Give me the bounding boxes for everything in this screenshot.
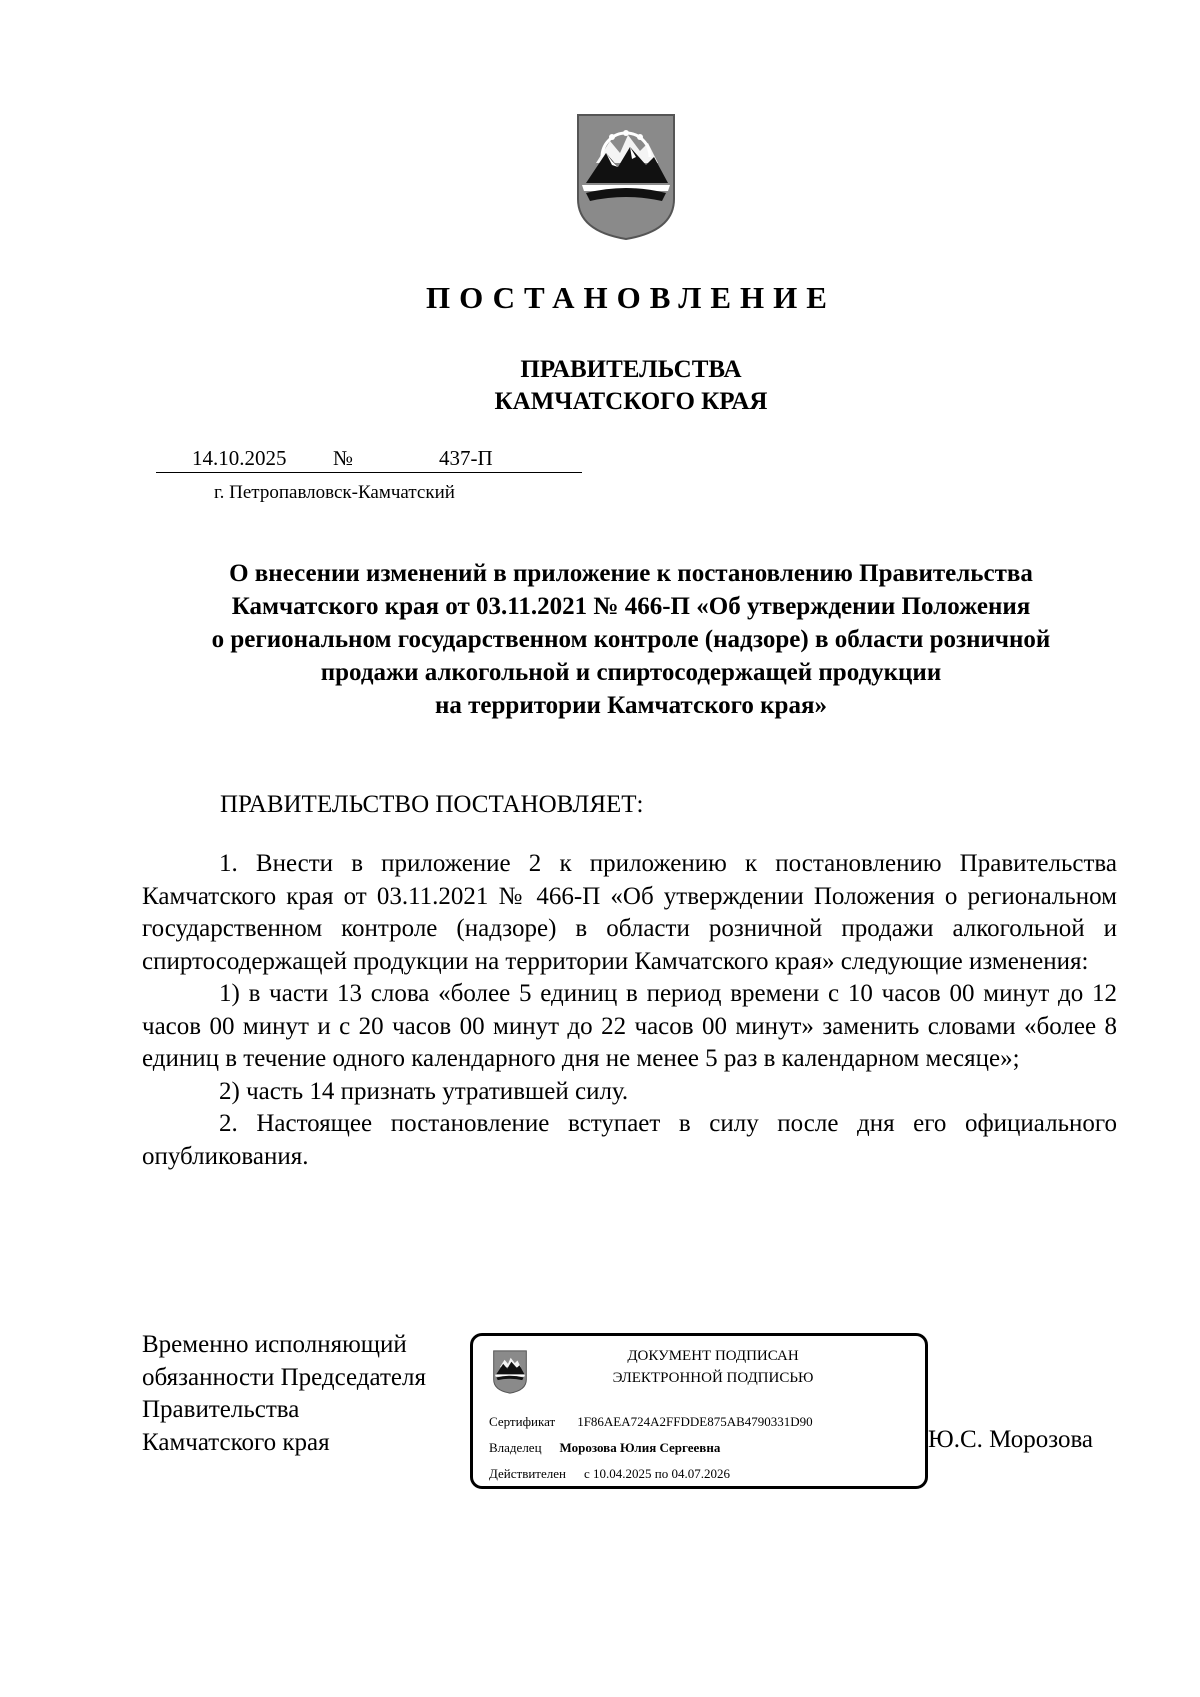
document-date: 14.10.2025 <box>192 446 287 470</box>
issuer-line-2: КАМЧАТСКОГО КРАЯ <box>494 388 768 415</box>
kamchatka-coat-of-arms-icon <box>493 1350 527 1394</box>
stamp-heading-2: ЭЛЕКТРОННОЙ ПОДПИСЬЮ <box>612 1370 814 1386</box>
title-line: Камчатского края от 03.11.2021 № 466-П «Об утверждении Положения <box>231 593 1031 620</box>
paragraph: 2) часть 14 признать утратившей силу. <box>219 1077 629 1105</box>
document-kind-heading: ПОСТАНОВЛЕНИЕ <box>426 280 836 315</box>
title-line: О внесении изменений в приложение к постановлению Правительства <box>229 560 1033 587</box>
signer-name: Ю.С. Морозова <box>928 1426 1094 1453</box>
position-line: Камчатского края <box>142 1428 330 1456</box>
validity-label: Действителен <box>489 1466 566 1481</box>
owner-row <box>489 1440 720 1456</box>
position-line: обязанности Председателя <box>142 1363 426 1391</box>
certificate-row <box>489 1414 813 1430</box>
validity-value: с 10.04.2025 по 04.07.2026 <box>583 1466 730 1481</box>
validity-row <box>489 1466 730 1482</box>
document-body <box>142 848 1117 1173</box>
document-number: 437-П <box>439 446 493 470</box>
registration-line <box>156 443 582 477</box>
city-of-issue: г. Петропавловск-Камчатский <box>214 482 455 503</box>
title-line: о региональном государственном контроле (надзоре) в области розничной <box>211 626 1051 653</box>
number-sign: № <box>333 446 354 470</box>
certificate-label: Сертификат <box>489 1414 556 1429</box>
document-title <box>130 557 1132 722</box>
title-line: продажи алкогольной и спиртосодержащей продукции <box>320 659 942 686</box>
owner-label: Владелец <box>489 1440 542 1455</box>
position-line: Временно исполняющий <box>142 1331 407 1358</box>
issuer-line-1: ПРАВИТЕЛЬСТВА <box>520 356 742 383</box>
paragraph: 1) в части 13 слова «более 5 единиц в период времени с 10 часов 00 минут до 12 часов 00 минут и с 20 часов 00 минут до 22 часов 00 минут» заменить словами «более 8 единиц в течение одного календарного дня не менее 5 раз в календарном месяце»; <box>142 980 1117 1072</box>
e-signature-stamp <box>470 1333 928 1489</box>
preamble: ПРАВИТЕЛЬСТВО ПОСТАНОВЛЯЕТ: <box>220 791 644 818</box>
owner-value: Морозова Юлия Сергеевна <box>559 1440 721 1455</box>
position-line: Правительства <box>142 1396 300 1423</box>
registration-underline <box>156 472 582 473</box>
certificate-value: 1F86AEA724A2FFDDE875AB4790331D90 <box>577 1414 813 1429</box>
stamp-heading-1: ДОКУМЕНТ ПОДПИСАН <box>627 1348 799 1364</box>
kamchatka-coat-of-arms-icon <box>576 113 676 241</box>
paragraph: 1. Внести в приложение 2 к приложению к постановлению Правительства Камчатского края от 03.11.2021 № 466-П «Об утверждении Положения о региональном государственном контроле (надзоре) в области розничной продажи алкогольной и спиртосодержащей продукции на территории Камчатского края» следующие изменения: <box>142 850 1117 975</box>
signatory-position <box>142 1329 426 1459</box>
paragraph: 2. Настоящее постановление вступает в силу после дня его официального опубликования. <box>142 1110 1117 1170</box>
title-line: на территории Камчатского края» <box>434 692 827 719</box>
